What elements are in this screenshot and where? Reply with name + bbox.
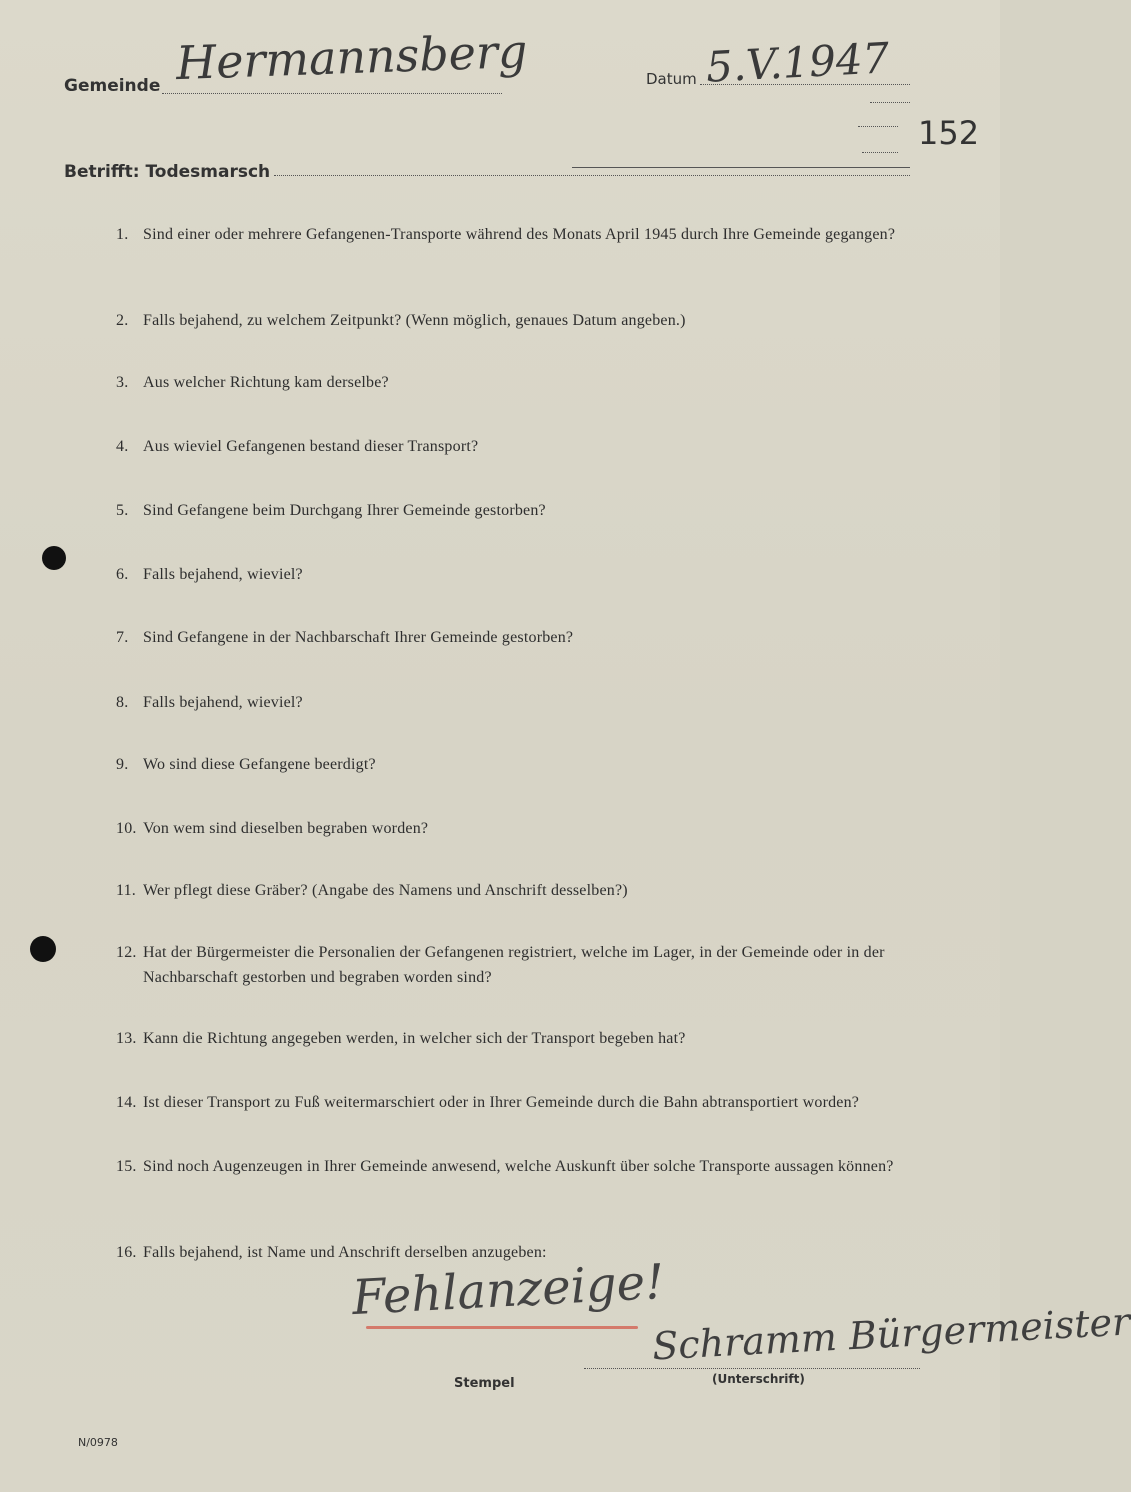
question-text: Falls bejahend, ist Name und Anschrift derselben anzugeben: <box>143 1244 547 1261</box>
question-text: Aus welcher Richtung kam derselbe? <box>143 374 389 391</box>
question-11 <box>116 878 926 903</box>
question-number: 12. <box>116 944 137 961</box>
question-number: 15. <box>116 1158 137 1175</box>
question-text: Sind Gefangene beim Durchgang Ihrer Gemeinde gestorben? <box>143 502 546 519</box>
betrifft-label: Betrifft: Todesmarsch <box>64 162 271 182</box>
question-13 <box>116 1026 926 1051</box>
page-number: 152 <box>918 114 980 152</box>
handwritten-signature: Schramm Bürgermeister <box>651 1299 1131 1369</box>
question-number: 1. <box>116 226 129 243</box>
betrifft-underline <box>572 167 910 168</box>
question-2 <box>116 308 926 333</box>
question-3 <box>116 370 926 395</box>
question-text: Von wem sind dieselben begraben worden? <box>143 820 429 837</box>
question-text: Aus wieviel Gefangenen bestand dieser Transport? <box>143 438 479 455</box>
question-text: Sind Gefangene in der Nachbarschaft Ihrer Gemeinde gestorben? <box>143 629 574 646</box>
question-text: Sind einer oder mehrere Gefangenen-Transporte während des Monats April 1945 durch Ihre Gemeinde gegangen? <box>143 226 896 243</box>
question-15 <box>116 1154 926 1179</box>
question-text: Wo sind diese Gefangene beerdigt? <box>143 756 376 773</box>
gemeinde-handwritten-value: Hermannsberg <box>175 23 529 91</box>
question-number: 2. <box>116 312 129 329</box>
question-number: 6. <box>116 566 129 583</box>
question-text: Falls bejahend, wieviel? <box>143 694 303 711</box>
punch-hole-top <box>42 546 66 570</box>
question-6 <box>116 562 926 587</box>
question-9 <box>116 752 926 777</box>
question-text: Falls bejahend, zu welchem Zeitpunkt? (Wenn möglich, genaues Datum angeben.) <box>143 312 686 329</box>
question-number: 16. <box>116 1244 137 1261</box>
gemeinde-dotline <box>162 93 502 94</box>
question-number: 10. <box>116 820 137 837</box>
question-text: Wer pflegt diese Gräber? (Angabe des Namens und Anschrift desselben?) <box>143 882 628 899</box>
question-10 <box>116 816 926 841</box>
question-number: 8. <box>116 694 129 711</box>
page-number-dotline-2 <box>862 152 898 153</box>
question-7 <box>116 625 926 650</box>
question-number: 9. <box>116 756 129 773</box>
question-text: Kann die Richtung angegeben werden, in welcher sich der Transport begeben hat? <box>143 1030 686 1047</box>
question-text: Falls bejahend, wieviel? <box>143 566 303 583</box>
question-number: 3. <box>116 374 129 391</box>
question-5 <box>116 498 926 523</box>
question-number: 5. <box>116 502 129 519</box>
question-12 <box>116 940 926 990</box>
question-number: 11. <box>116 882 137 899</box>
page-number-dotline <box>858 126 898 127</box>
question-4 <box>116 434 926 459</box>
question-number: 14. <box>116 1094 137 1111</box>
question-1 <box>116 222 926 247</box>
question-text: Sind noch Augenzeugen in Ihrer Gemeinde anwesend, welche Auskunft über solche Transporte aussagen können? <box>143 1158 894 1175</box>
signature-label: (Unterschrift) <box>712 1372 805 1386</box>
datum-label: Datum <box>646 70 697 88</box>
question-14 <box>116 1090 926 1115</box>
datum-dotline-2 <box>870 102 910 103</box>
red-pencil-underline <box>366 1326 638 1329</box>
question-8 <box>116 690 926 715</box>
punch-hole-bottom <box>30 936 56 962</box>
stamp-label: Stempel <box>454 1376 515 1391</box>
betrifft-dotline <box>274 175 910 176</box>
question-number: 4. <box>116 438 129 455</box>
handwritten-answer: Fehlanzeige! <box>350 1253 666 1327</box>
question-text: Hat der Bürgermeister die Personalien der Gefangenen registriert, welche im Lager, in der Gemeinde oder in der Nachbarschaft gestorben und begraben worden sind? <box>143 944 885 986</box>
question-number: 13. <box>116 1030 137 1047</box>
form-code: N/0978 <box>78 1436 118 1449</box>
question-number: 7. <box>116 629 129 646</box>
signature-dotline <box>584 1368 920 1369</box>
question-text: Ist dieser Transport zu Fuß weitermarschiert oder in Ihrer Gemeinde durch die Bahn abtransportiert worden? <box>143 1094 860 1111</box>
gemeinde-label: Gemeinde <box>64 76 161 96</box>
datum-handwritten-value: 5.V.1947 <box>704 33 891 92</box>
